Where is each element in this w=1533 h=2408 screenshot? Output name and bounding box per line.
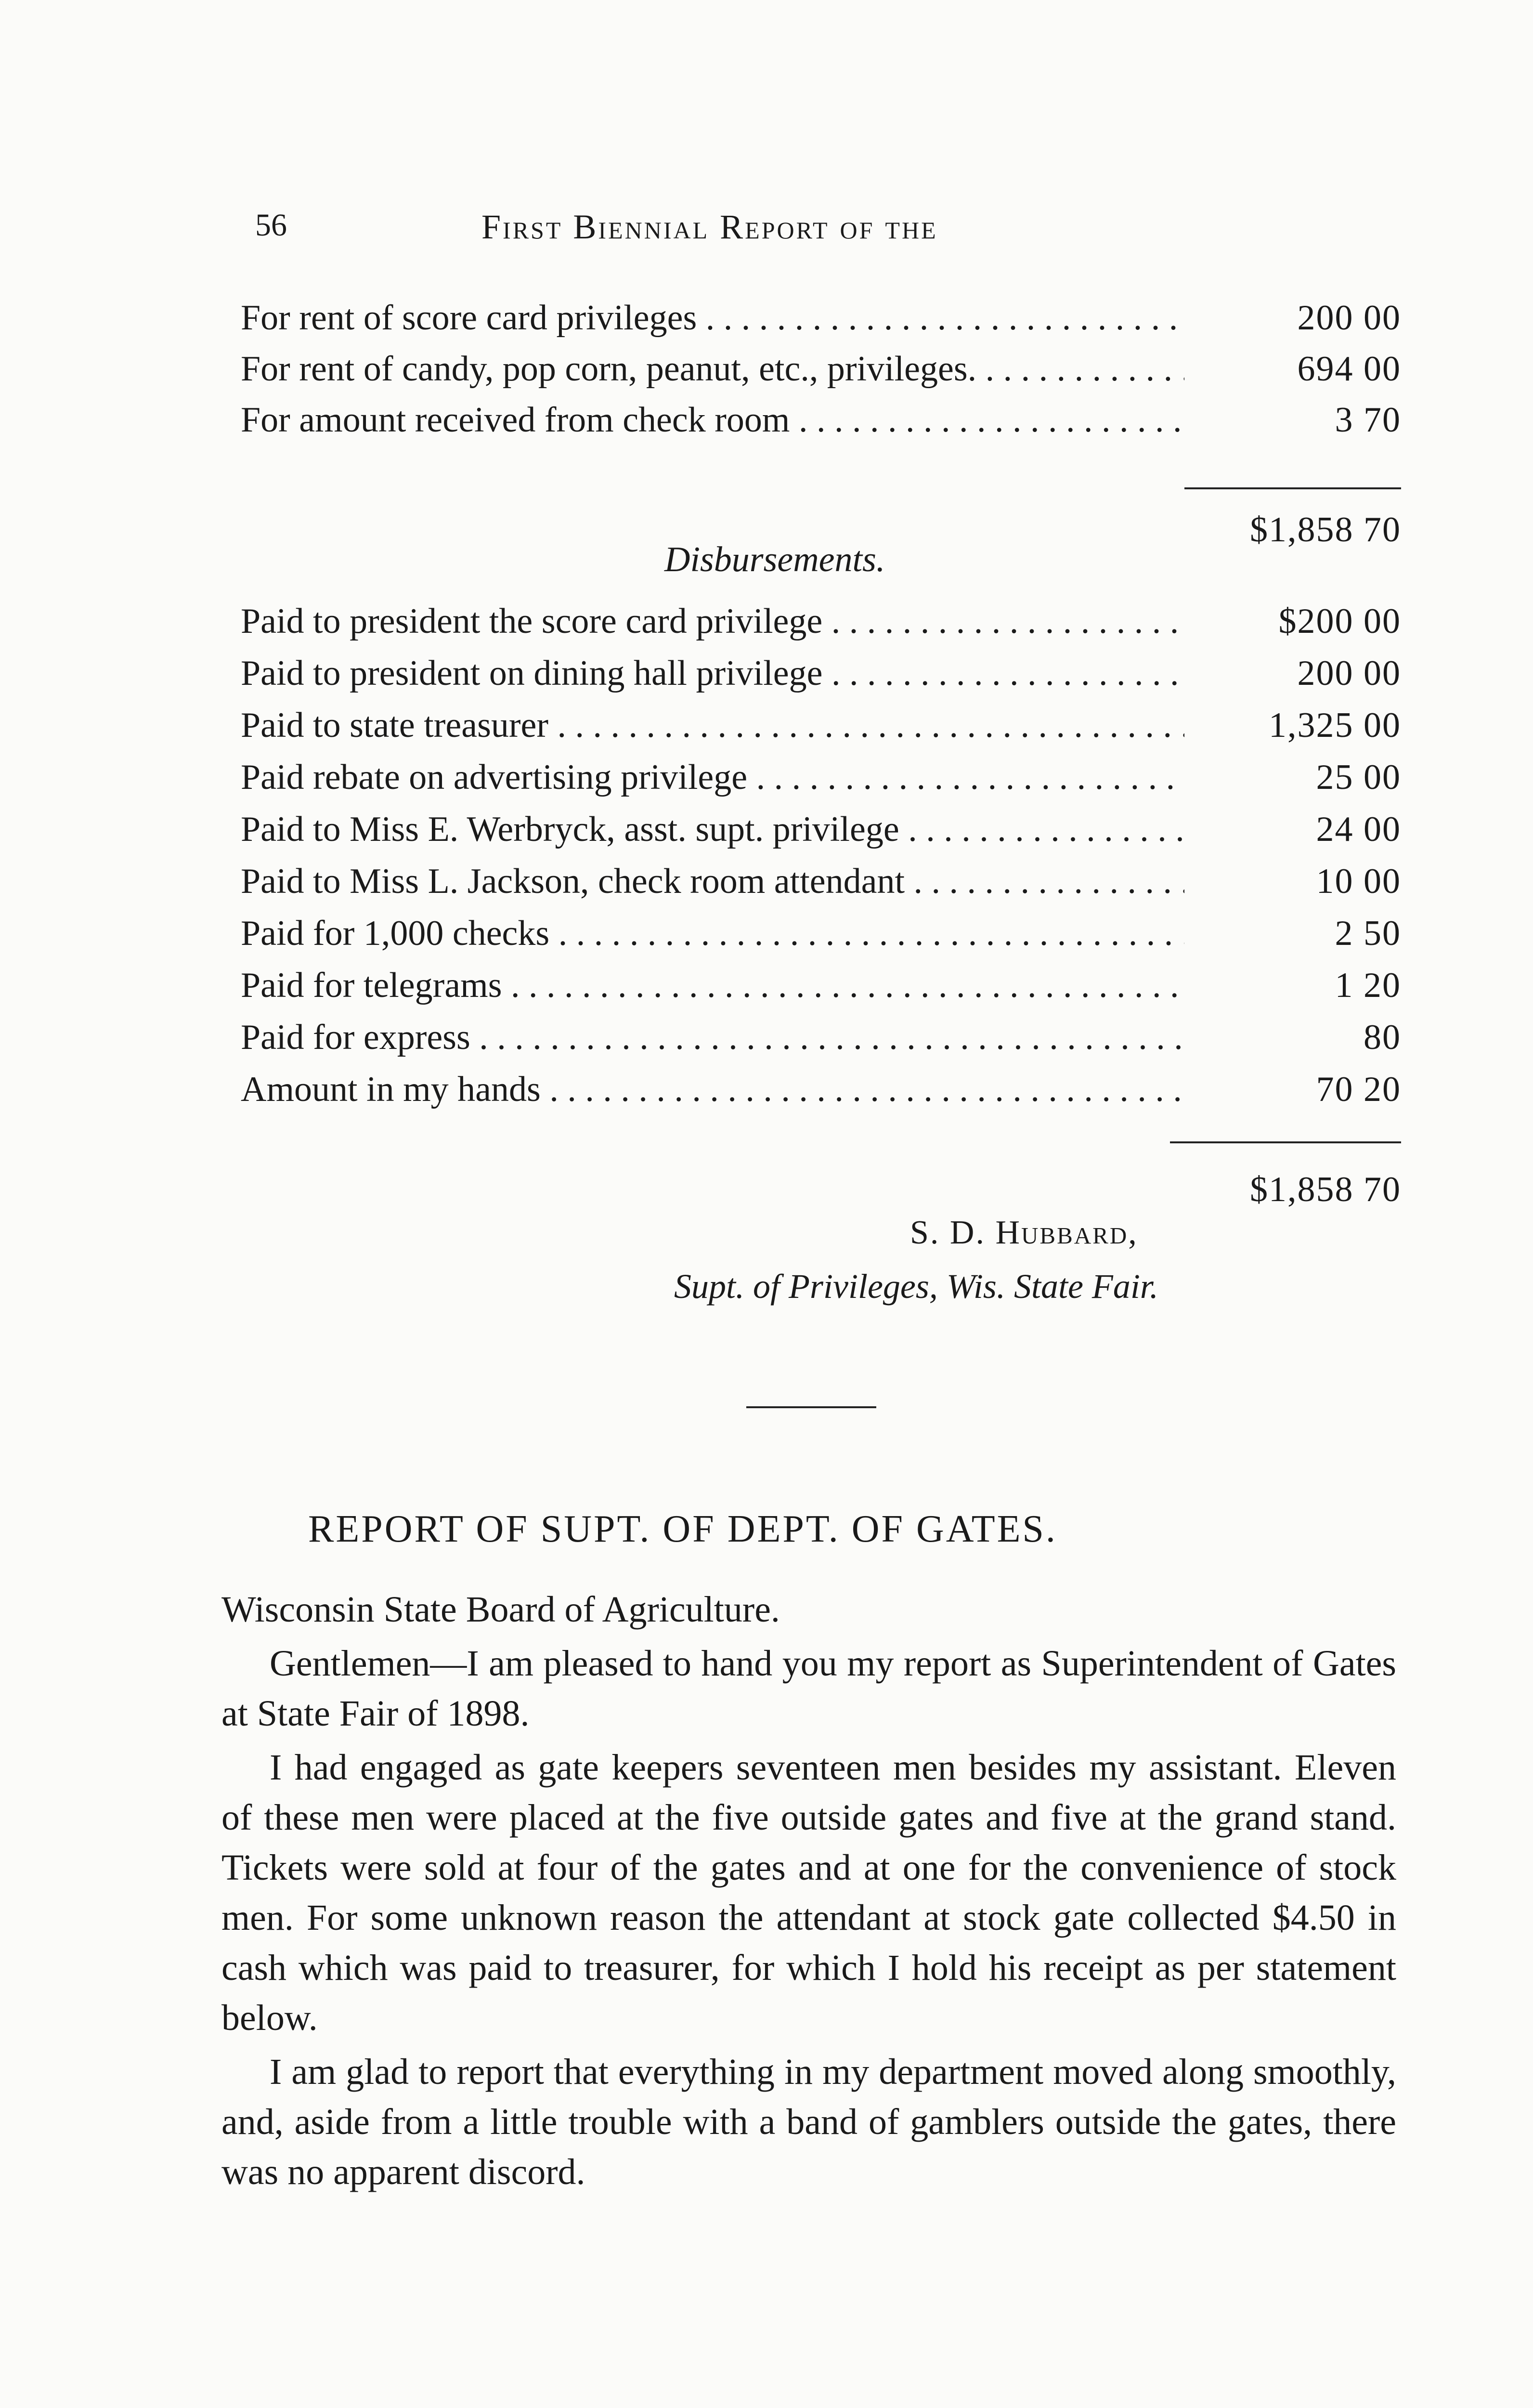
disbursements-heading: Disbursements. xyxy=(664,540,885,579)
total-rule xyxy=(1170,1141,1401,1143)
ledger-row-label: Paid for telegrams . . . xyxy=(241,961,1184,1009)
ledger-row-label: For amount received from check room . . . xyxy=(241,396,1184,444)
ledger-row-amount: 24 00 xyxy=(1316,810,1401,849)
body-paragraph: I had engaged as gate keepers seventeen men besides my assistant. Eleven of these men were placed at the five outside gates and five at the grand stand. Tickets were sold at four of the gates and at one for the convenience of stock men. For some unknown reason the attendant at stock gate collected $4.50 in cash which was paid to treasurer, for which I hold his receipt as per statement below. xyxy=(221,1747,1396,2038)
ledger-row-label: Paid to president the score card privilege . . . xyxy=(241,597,1184,645)
ledger-row-label: For rent of candy, pop corn, peanut, etc., privileges. . . . xyxy=(241,345,1184,393)
section-divider xyxy=(746,1406,876,1408)
ledger-row-label: Amount in my hands . . . xyxy=(241,1065,1184,1113)
salutation: Wisconsin State Board of Agriculture. xyxy=(221,1589,780,1630)
ledger-row-label: Paid for 1,000 checks . . . xyxy=(241,909,1184,957)
page-number: 56 xyxy=(255,208,287,243)
ledger-row-label: Paid for express . . . xyxy=(241,1013,1184,1061)
ledger-row xyxy=(241,1013,1401,1061)
ledger-row xyxy=(241,961,1401,1009)
ledger-row xyxy=(241,701,1401,749)
ledger-row-label: Paid to Miss E. Werbryck, asst. supt. privilege . . . xyxy=(241,805,1184,853)
ledger-row-amount: $200 00 xyxy=(1278,602,1401,641)
body-paragraph: I am glad to report that everything in my department moved along smoothly, and, aside from a little trouble with a band of gamblers outside the gates, there was no apparent discord. xyxy=(221,2052,1396,2192)
ledger-row xyxy=(241,294,1401,342)
body-paragraph: Gentlemen—I am pleased to hand you my report as Superintendent of Gates at State Fair of 1898. xyxy=(221,1643,1396,1734)
ledger-row-amount: 200 00 xyxy=(1297,654,1401,693)
ledger-row-amount: 70 20 xyxy=(1316,1070,1401,1109)
ledger-row xyxy=(241,805,1401,853)
ledger-row-label: For rent of score card privileges . . . xyxy=(241,294,1184,342)
page-header xyxy=(255,207,1266,260)
ledger-row-amount: 80 xyxy=(1364,1018,1401,1057)
total-row xyxy=(241,1165,1401,1214)
ledger-row-amount: 3 70 xyxy=(1335,400,1401,440)
running-head: First Biennial Report of the xyxy=(481,208,938,246)
ledger-row-amount: 25 00 xyxy=(1316,758,1401,797)
ledger-row-label: Paid to president on dining hall privilege . . . xyxy=(241,649,1184,697)
total-amount: $1,858 70 xyxy=(1250,510,1401,550)
total-amount: $1,858 70 xyxy=(1250,1170,1401,1209)
signature-title: Supt. of Privileges, Wis. State Fair. xyxy=(674,1267,1158,1306)
signature-name: S. D. Hubbard, xyxy=(910,1214,1138,1251)
total-rule xyxy=(1184,487,1401,489)
ledger-row-label: Paid rebate on advertising privilege . . . xyxy=(241,753,1184,801)
ledger-row-amount: 10 00 xyxy=(1316,862,1401,901)
ledger-row-amount: 694 00 xyxy=(1297,349,1401,389)
ledger-row xyxy=(241,1065,1401,1113)
report-body xyxy=(221,1584,1396,2201)
report-heading: REPORT OF SUPT. OF DEPT. OF GATES. xyxy=(308,1508,1057,1550)
ledger-row xyxy=(241,649,1401,697)
ledger-row xyxy=(241,396,1401,444)
ledger-row-amount: 1 20 xyxy=(1335,966,1401,1005)
ledger-row xyxy=(241,597,1401,645)
ledger-row xyxy=(241,857,1401,905)
ledger-row-label: Paid to state treasurer . . . xyxy=(241,701,1184,749)
ledger-row-amount: 1,325 00 xyxy=(1269,706,1401,745)
ledger-row-amount: 200 00 xyxy=(1297,298,1401,338)
ledger-row xyxy=(241,345,1401,393)
ledger-row-label: Paid to Miss L. Jackson, check room attendant . . . xyxy=(241,857,1184,905)
ledger-row xyxy=(241,909,1401,957)
ledger-row xyxy=(241,753,1401,801)
ledger-row-amount: 2 50 xyxy=(1335,914,1401,953)
